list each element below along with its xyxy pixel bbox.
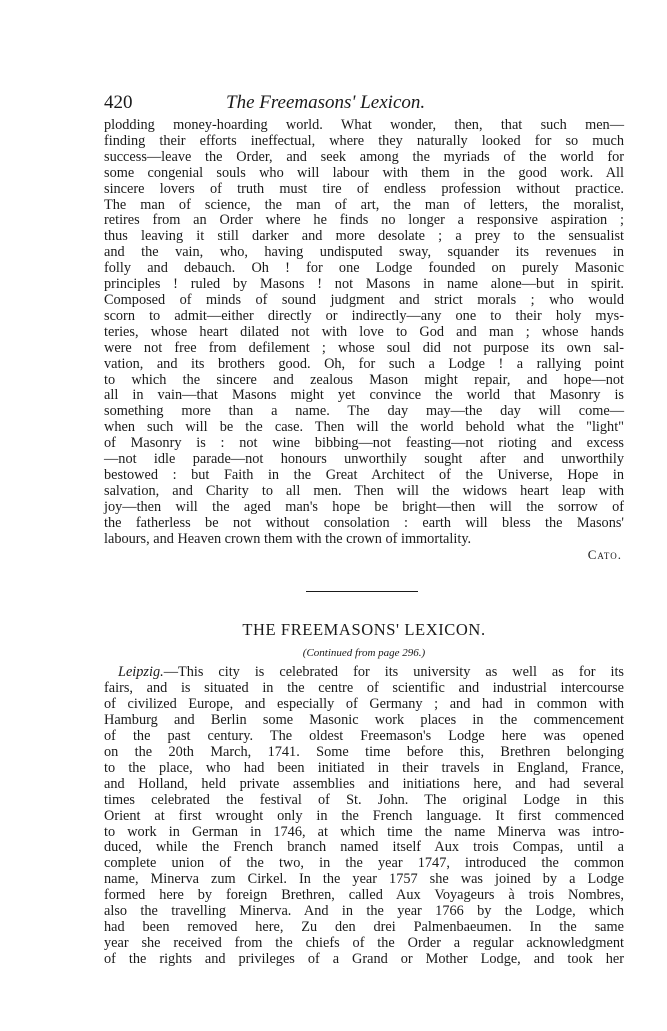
text-line: something more than a name. The day may—the day will come— <box>104 403 624 420</box>
text-line: of the rights and privileges of a Grand or Mother Lodge, and took her <box>104 950 624 967</box>
page-number: 420 <box>104 92 133 113</box>
text-line: had been removed here, Zu den drei Palmenbaeumen. In the same <box>104 918 624 935</box>
running-title: The Freemasons' Lexicon. <box>226 92 426 113</box>
text-line: The man of science, the man of art, the man of letters, the moralist, <box>104 196 624 213</box>
text-line: vation, and its brothers good. Oh, for such a Lodge ! a rallying point <box>104 355 624 372</box>
text-line: folly and debauch. Oh ! for one Lodge founded on purely Masonic <box>104 260 624 277</box>
text-line: the fatherless be not without consolation : earth will bless the Masons' <box>104 514 624 531</box>
text-line: to work in German in 1746, at which time the name Minerva was intro- <box>104 823 624 840</box>
text-line: to the place, who had been initiated in their travels in England, France, <box>104 759 624 776</box>
text-line: name, Minerva zum Cirkel. In the year 1757 she was joined by a Lodge <box>104 871 624 888</box>
text-line: also the travelling Minerva. And in the year 1766 by the Lodge, which <box>104 903 624 920</box>
text-line: scorn to admit—either directly or indirectly—any one to their holy mys- <box>104 307 624 324</box>
text-line: sincere lovers of truth must tire of endless profession without practice. <box>104 180 624 197</box>
text-line: and Holland, held private assemblies and initiations here, and had several <box>104 775 624 792</box>
text-line: were not free from defilement ; whose soul did not purpose its own sal- <box>104 339 624 356</box>
text-line: and the vain, who, having undisputed sway, squander its revenues in <box>104 244 624 261</box>
continued-note: (Continued from page 296.) <box>302 647 426 660</box>
book-page <box>104 92 624 968</box>
text-line: duced, while the French branch named itself Aux trois Compas, until a <box>104 839 624 856</box>
text-line: fairs, and is situated in the centre of scientific and industrial intercourse <box>104 680 624 697</box>
text-line: salvation, and Charity to all men. Then will the widows heart leap with <box>104 482 624 499</box>
text-line: of the past century. The oldest Freemason's Lodge here was opened <box>104 728 624 745</box>
section-divider <box>306 591 418 592</box>
section-title: THE FREEMASONS' LEXICON. <box>242 620 486 640</box>
text-line: Hamburg and Berlin some Masonic work places in the commencement <box>104 712 624 729</box>
article-cato-text <box>104 118 624 547</box>
text-line: of Masonry is : not wine bibbing—not feasting—not rioting and excess <box>104 435 624 452</box>
text-line: complete union of the two, in the year 1747, introduced the common <box>104 855 624 872</box>
entry-term: Leipzig. <box>118 664 164 681</box>
text-line: Orient at first wrought only in the French language. It first commenced <box>104 807 624 824</box>
text-line: all in vain—that Masons might yet convince the world that Masonry is <box>104 387 624 404</box>
text-line: finding their efforts ineffectual, where they naturally looked for so much <box>104 132 624 149</box>
text-line: Composed of minds of sound judgment and strict morals ; who would <box>104 291 624 308</box>
text-line: principles ! ruled by Masons ! not Masons in name alone—but in spirit. <box>104 276 624 293</box>
text-line: year she received from the chiefs of the Order a regular acknowledgment <box>104 934 624 951</box>
text-line: to which the sincere and zealous Mason might repair, and hope—not <box>104 371 624 388</box>
text-line: —not idle parade—not honours unworthily sought after and unworthily <box>104 451 624 468</box>
text-line: some congenial souls who will labour with them in the good work. All <box>104 164 624 181</box>
entry-first-line: —This city is celebrated for its university as well as for its <box>163 664 624 681</box>
text-line: when such will be the case. Then will the world behold what the "light" <box>104 419 624 436</box>
text-line <box>104 665 624 681</box>
text-line: teries, whose heart dilated not with love to God and man ; whose hands <box>104 323 624 340</box>
text-line: on the 20th March, 1741. Some time before this, Brethren belonging <box>104 744 624 760</box>
text-line: retires from an Order where he finds no longer a responsive aspiration ; <box>104 212 624 229</box>
text-line: labours, and Heaven crown them with the crown of immortality. <box>104 530 472 547</box>
text-line: of civilized Europe, and especially of Germany ; and had in common with <box>104 696 624 713</box>
text-line: bestowed : but Faith in the Great Architect of the Universe, Hope in <box>104 466 624 483</box>
text-line: plodding money-hoarding world. What wonder, then, that such men— <box>104 117 624 133</box>
text-line: formed here by foreign Brethren, called Aux Voyageurs à trois Nombres, <box>104 887 624 904</box>
text-line: thus leaving it still darker and more desolate ; a prey to the sensualist <box>104 228 624 245</box>
text-line: times celebrated the festival of St. John. The original Lodge in this <box>104 791 624 808</box>
lexicon-entry-text <box>104 665 624 967</box>
text-line: joy—then will the aged man's hope be bright—then will the sorrow of <box>104 498 624 515</box>
running-head <box>104 92 624 118</box>
text-line: success—leave the Order, and seek among the myriads of the world for <box>104 148 624 165</box>
author-signature: Cato. <box>587 547 622 563</box>
